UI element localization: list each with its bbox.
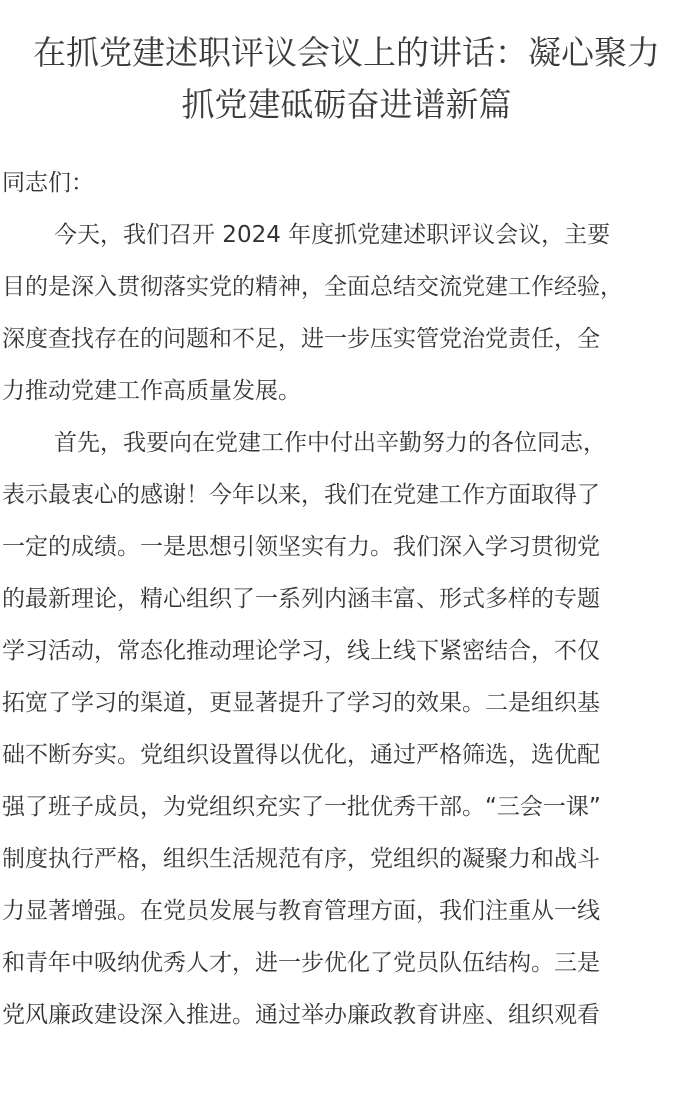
paragraph-2 <box>2 417 692 1041</box>
paragraph-line: 首先，我要向在党建工作中付出辛勤努力的各位同志， <box>54 430 606 456</box>
paragraph-line: 和青年中吸纳优秀人才，进一步优化了党员队伍结构。三是 <box>2 950 600 976</box>
salutation: 同志们： <box>2 170 94 196</box>
paragraph-line: 今天，我们召开 2024 年度抓党建述职评议会议，主要 <box>54 222 611 248</box>
paragraph-line: 强了班子成员，为党组织充实了一批优秀干部。“三会一课” <box>2 794 601 820</box>
document-title <box>0 27 693 131</box>
paragraph-line: 拓宽了学习的渠道，更显著提升了学习的效果。二是组织基 <box>2 690 600 716</box>
paragraph-line: 力显著增强。在党员发展与教育管理方面，我们注重从一线 <box>2 898 600 924</box>
paragraph-line: 础不断夯实。党组织设置得以优化，通过严格筛选，选优配 <box>2 742 600 768</box>
paragraph-line: 一定的成绩。一是思想引领坚实有力。我们深入学习贯彻党 <box>2 534 600 560</box>
paragraph-line: 力推动党建工作高质量发展。 <box>2 378 301 404</box>
paragraph-line: 的最新理论，精心组织了一系列内涵丰富、形式多样的专题 <box>2 586 600 612</box>
title-line-2: 抓党建砥砺奋进谱新篇 <box>181 85 512 124</box>
paragraph-line: 学习活动，常态化推动理论学习，线上线下紧密结合，不仅 <box>2 638 600 664</box>
paragraph-1 <box>2 209 692 417</box>
paragraph-line: 制度执行严格，组织生活规范有序，党组织的凝聚力和战斗 <box>2 846 600 872</box>
title-line-1: 在抓党建述职评议会议上的讲话：凝心聚力 <box>33 33 660 72</box>
document-body <box>2 157 692 1041</box>
paragraph-line: 深度查找存在的问题和不足，进一步压实管党治党责任，全 <box>2 326 600 352</box>
paragraph-line: 目的是深入贯彻落实党的精神，全面总结交流党建工作经验， <box>2 274 623 300</box>
paragraph-line: 表示最衷心的感谢！今年以来，我们在党建工作方面取得了 <box>2 482 600 508</box>
paragraph-line: 党风廉政建设深入推进。通过举办廉政教育讲座、组织观看 <box>2 1002 600 1028</box>
